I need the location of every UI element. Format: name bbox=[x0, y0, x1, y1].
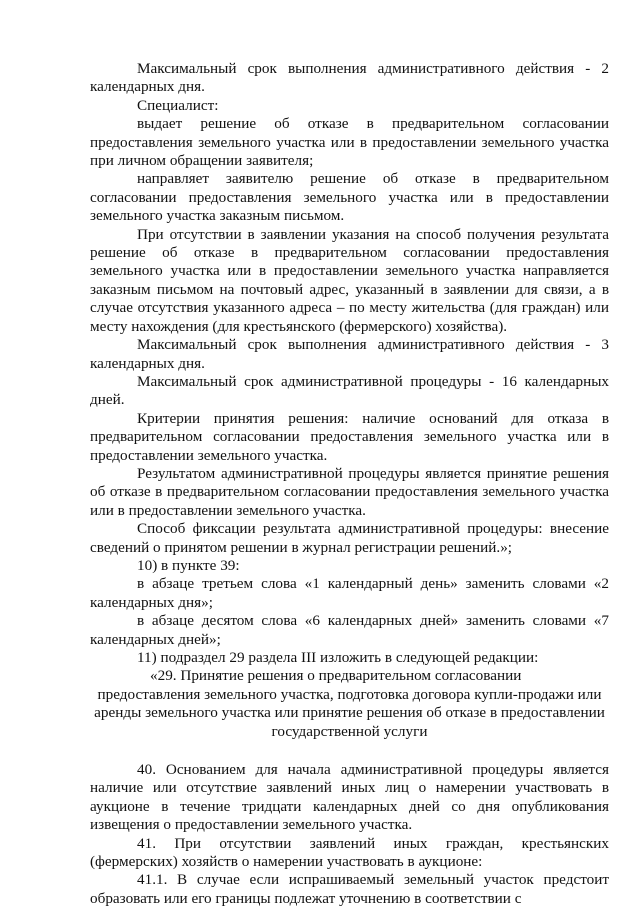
paragraph: в абзаце десятом слова «6 календарных дней» заменить словами «7 календарных дней»; bbox=[90, 612, 609, 648]
paragraph: Максимальный срок выполнения административного действия - 3 календарных дня. bbox=[90, 336, 609, 372]
spacer bbox=[90, 741, 609, 761]
paragraph: 40. Основанием для начала административной процедуры является наличие или отсутствие заявлений иных лиц о намерении участвовать в аукционе в течение тридцати календарных дней со дня опубликования извещения о предоставлении земельного участка. bbox=[90, 761, 609, 834]
list-item: 10) в пункте 39: bbox=[137, 556, 240, 574]
paragraph: 41. При отсутствии заявлений иных граждан, крестьянских (фермерских) хозяйств о намерении участвовать в аукционе: bbox=[90, 834, 609, 871]
paragraph: Максимальный срок административной процедуры - 16 календарных дней. bbox=[90, 372, 609, 409]
document-page bbox=[90, 60, 609, 908]
paragraph: в абзаце третьем слова «1 календарный день» заменить словами «2 календарных дня»; bbox=[90, 575, 609, 611]
section-heading-line1: «29. Принятие решения о предварительном согласовании bbox=[150, 667, 522, 685]
section-heading: предоставления земельного участка, подготовка договора купли-продажи или аренды земельного участка или принятие решения об отказе в предоставлении государственной услуги bbox=[94, 685, 605, 740]
list-item: 11) подраздел 29 раздела III изложить в следующей редакции: bbox=[137, 649, 539, 666]
paragraph: Специалист: bbox=[137, 96, 219, 114]
paragraph: Критерии принятия решения: наличие оснований для отказа в предварительном согласовании предоставления земельного участка или в предоставлении земельного участка. bbox=[90, 409, 609, 464]
paragraph: направляет заявителю решение об отказе в предварительном согласовании предоставления земельного участка или в предоставлении земельного участка заказным письмом. bbox=[90, 170, 609, 225]
paragraph: Способ фиксации результата административной процедуры: внесение сведений о принятом решении в журнал регистрации решений.»; bbox=[90, 520, 609, 556]
paragraph: Максимальный срок выполнения административного действия - 2 календарных дня. bbox=[90, 60, 609, 96]
paragraph: Результатом административной процедуры является принятие решения об отказе в предварительном согласовании предоставления земельного участка или в предоставлении земельного участка. bbox=[90, 464, 609, 519]
paragraph: При отсутствии в заявлении указания на способ получения результата решение об отказе в предварительном согласовании предоставления земельного участка или в предоставлении земельного участка направляется заказным письмом на почтовый адрес, указанный в заявлении для связи, а в случае отсутствия указанного адреса – по месту жительства (для граждан) или месту нахождения (для крестьянского (фермерского) хозяйства). bbox=[90, 225, 609, 335]
paragraph: выдает решение об отказе в предварительном согласовании предоставления земельного участка или в предоставлении земельного участка при личном обращении заявителя; bbox=[90, 115, 609, 170]
paragraph: 41.1. В случае если испрашиваемый земельный участок предстоит образовать или его границы подлежат уточнению в соответствии с bbox=[90, 871, 609, 907]
